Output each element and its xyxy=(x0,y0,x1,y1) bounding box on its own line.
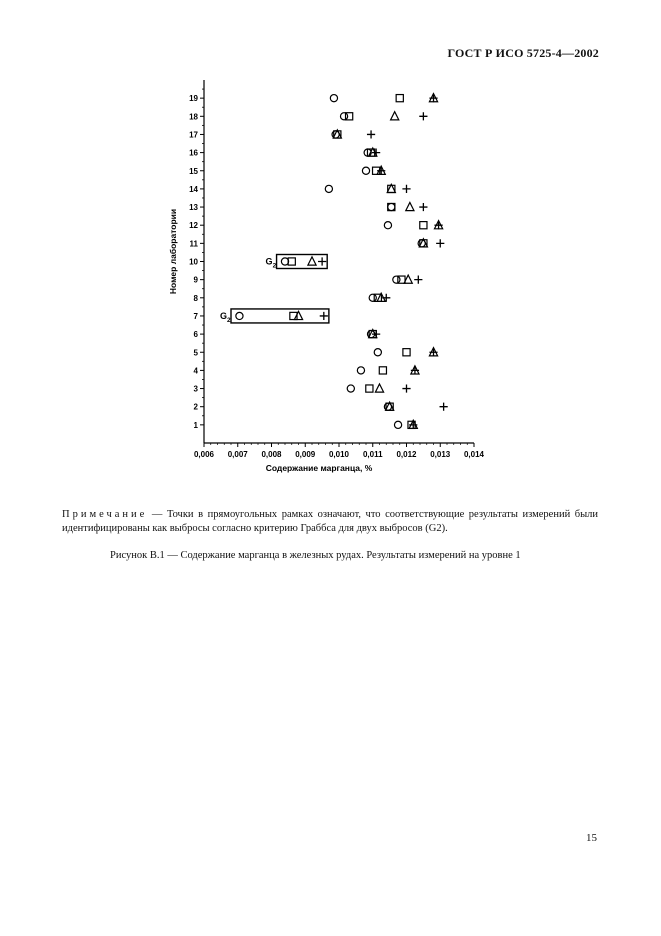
marker-square xyxy=(366,385,373,392)
marker-triangle xyxy=(375,384,383,392)
marker-circle xyxy=(384,222,391,229)
outlier-label-subscript: 2 xyxy=(272,262,277,270)
y-tick-label: 11 xyxy=(189,239,198,249)
marker-square xyxy=(379,367,386,374)
chart-svg xyxy=(160,80,490,475)
marker-circle xyxy=(388,203,395,210)
y-tick-label: 4 xyxy=(193,366,198,376)
y-tick-label: 18 xyxy=(189,112,198,122)
marker-plus xyxy=(409,421,417,429)
marker-plus xyxy=(367,130,375,138)
outlier-label: G xyxy=(265,256,273,267)
y-tick-label: 1 xyxy=(193,420,198,430)
y-tick-label: 9 xyxy=(193,275,198,285)
outlier-label: G xyxy=(219,310,227,321)
y-tick-label: 10 xyxy=(189,257,198,267)
marker-square xyxy=(396,95,403,102)
y-tick-label: 19 xyxy=(189,94,198,104)
marker-circle xyxy=(236,312,243,319)
marker-plus xyxy=(434,221,442,229)
marker-circle xyxy=(330,95,337,102)
y-tick-label: 8 xyxy=(193,293,198,303)
y-tick-label: 3 xyxy=(193,384,198,394)
marker-circle xyxy=(394,421,401,428)
y-tick-label: 14 xyxy=(189,184,198,194)
marker-plus xyxy=(320,312,328,320)
x-tick-label: 0,006 xyxy=(193,450,215,459)
marker-circle xyxy=(340,113,347,120)
marker-plus xyxy=(429,348,437,356)
x-tick-label: 0,013 xyxy=(430,450,451,459)
marker-square xyxy=(403,349,410,356)
marker-plus xyxy=(440,403,448,411)
marker-circle xyxy=(374,349,381,356)
x-tick-label: 0,012 xyxy=(396,450,417,459)
scatter-chart xyxy=(160,80,490,475)
x-tick-label: 0,014 xyxy=(463,450,485,459)
marker-square xyxy=(288,258,295,265)
y-tick-label: 16 xyxy=(189,148,198,158)
marker-plus xyxy=(429,94,437,102)
y-tick-label: 13 xyxy=(189,203,198,213)
x-tick-label: 0,007 xyxy=(227,450,248,459)
marker-plus xyxy=(414,276,422,284)
y-tick-label: 7 xyxy=(193,311,198,321)
x-tick-label: 0,008 xyxy=(261,450,282,459)
x-tick-label: 0,011 xyxy=(362,450,383,459)
y-tick-label: 17 xyxy=(189,130,198,140)
x-axis-label: Содержание марганца, % xyxy=(265,463,373,473)
y-tick-label: 12 xyxy=(189,221,198,231)
marker-plus xyxy=(318,257,326,265)
marker-circle xyxy=(362,167,369,174)
y-tick-label: 5 xyxy=(193,348,198,358)
marker-plus xyxy=(382,294,390,302)
marker-circle xyxy=(369,294,376,301)
y-tick-label: 6 xyxy=(193,330,198,340)
outlier-box xyxy=(231,309,329,323)
marker-circle xyxy=(357,367,364,374)
marker-triangle xyxy=(391,112,399,120)
note-text: — Точки в прямоугольных рамках означают, что соответствующие результаты измерений были идентифицированы как выбросы согласно критерию Граббса для двух выбросов (G2). xyxy=(62,509,598,534)
marker-triangle xyxy=(308,257,316,265)
marker-square xyxy=(420,222,427,229)
marker-plus xyxy=(411,366,419,374)
marker-circle xyxy=(281,258,288,265)
outlier-label-subscript: 2 xyxy=(227,316,231,324)
marker-plus xyxy=(419,112,427,120)
document-header: ГОСТ Р ИСО 5725-4—2002 xyxy=(447,46,599,60)
page-number: 15 xyxy=(586,832,597,844)
figure-caption: Рисунок В.1 — Содержание марганца в железных рудах. Результаты измерений на уровне 1 xyxy=(110,550,521,561)
x-tick-label: 0,010 xyxy=(328,450,350,459)
marker-plus xyxy=(436,239,444,247)
y-axis-label: Номер лаборатории xyxy=(168,208,178,295)
note-lead: Примечание xyxy=(62,509,148,520)
marker-plus xyxy=(402,185,410,193)
y-tick-label: 15 xyxy=(189,166,198,176)
marker-circle xyxy=(325,185,332,192)
y-tick-label: 2 xyxy=(193,402,198,412)
marker-plus xyxy=(377,167,385,175)
marker-circle xyxy=(393,276,400,283)
x-tick-label: 0,009 xyxy=(295,450,316,459)
marker-plus xyxy=(419,203,427,211)
marker-plus xyxy=(402,384,410,392)
figure-note xyxy=(62,508,598,536)
marker-circle xyxy=(347,385,354,392)
marker-triangle xyxy=(406,202,414,210)
